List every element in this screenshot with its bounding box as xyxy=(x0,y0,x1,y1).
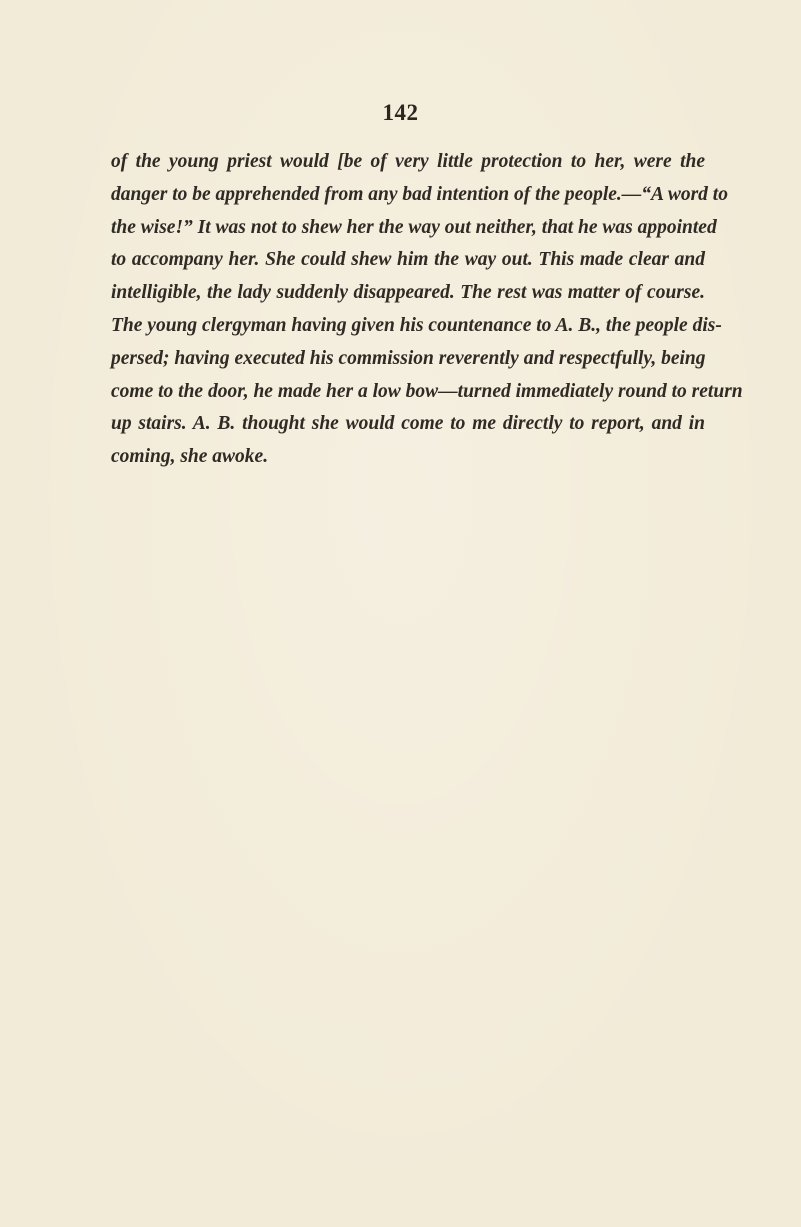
text-line: up stairs. A. B. thought she would come to me directly to report, and in xyxy=(111,413,705,435)
text-line: intelligible, the lady suddenly disappeared. The rest was matter of course. xyxy=(111,282,705,304)
text-line: of the young priest would [be of very little protection to her, were the xyxy=(111,151,705,172)
text-line: coming, she awoke. xyxy=(111,446,269,468)
page-number: 142 xyxy=(382,100,419,125)
text-line: the wise!” It was not to shew her the way out neither, that he was appointed xyxy=(111,216,717,238)
text-line: The young clergyman having given his countenance to A. B., the people dis- xyxy=(111,314,722,336)
text-line: come to the door, he made her a low bow—turned immediately round to return xyxy=(111,380,743,402)
text-line: to accompany her. She could shew him the way out. This made clear and xyxy=(111,249,705,271)
body-paragraph xyxy=(111,146,743,474)
text-line: danger to be apprehended from any bad intention of the people.—“A word to xyxy=(111,183,728,205)
text-line: persed; having executed his commission reverently and respectfully, being xyxy=(111,347,706,369)
